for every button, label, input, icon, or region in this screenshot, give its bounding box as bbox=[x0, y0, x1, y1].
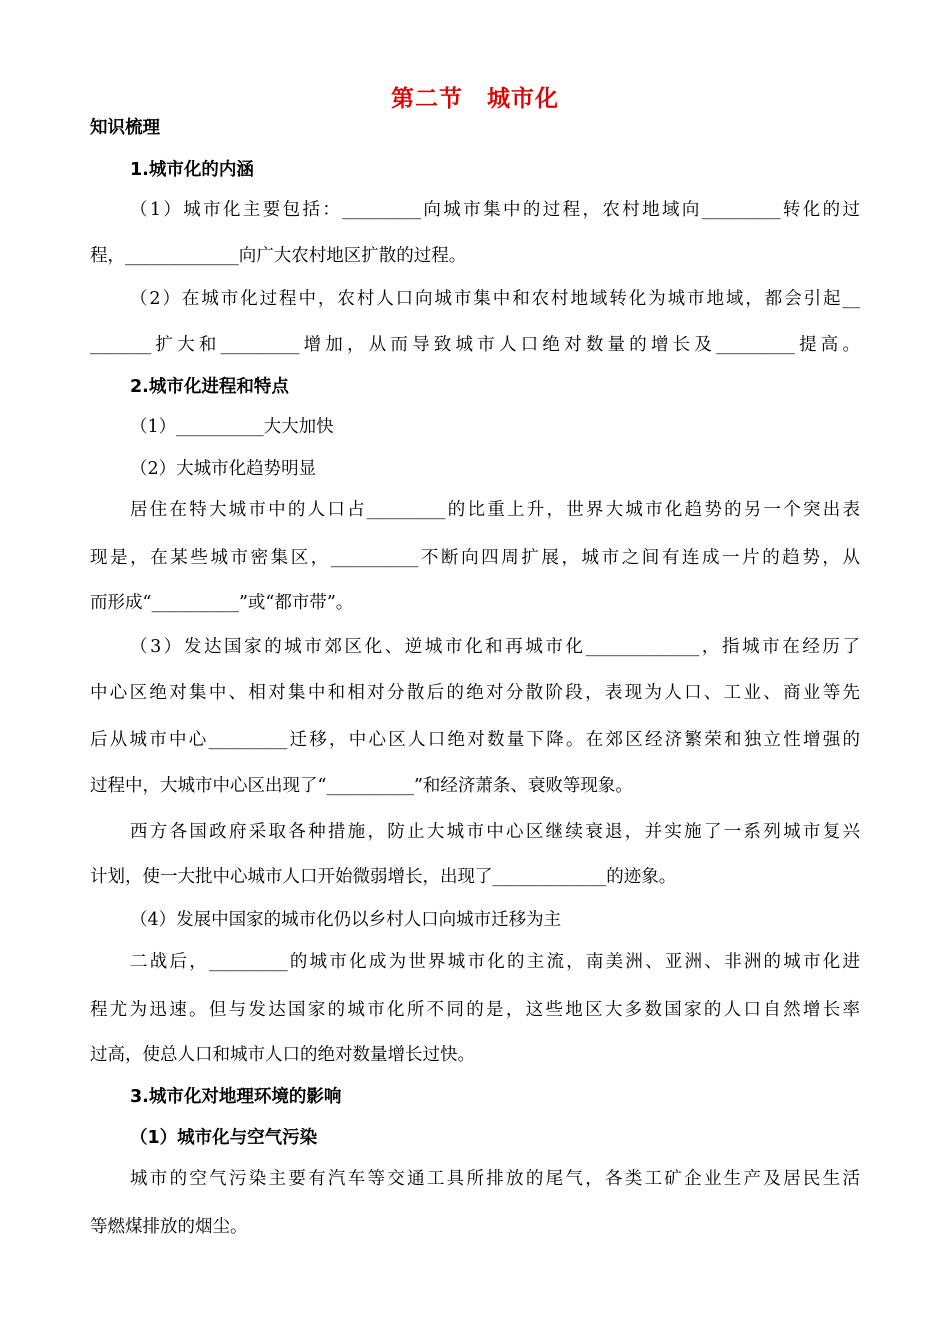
paragraph-line: 等燃煤排放的烟尘。 bbox=[90, 1217, 248, 1237]
section-heading: 知识梳理 bbox=[90, 118, 160, 138]
subheading: （1）城市化与空气污染 bbox=[130, 1128, 318, 1148]
page-title: 第二节 城市化 bbox=[391, 86, 559, 112]
paragraph-line: （1）城市化主要包括：_________向城市集中的过程，农村地域向_________转化的过 bbox=[130, 200, 860, 220]
paragraph-line: 计划，使一大批中心城市人口开始微弱增长，出现了_____________的迹象。 bbox=[90, 867, 677, 887]
paragraph-line: 程，_____________向广大农村地区扩散的过程。 bbox=[90, 246, 467, 266]
heading-2: 2.城市化进程和特点 bbox=[130, 377, 289, 397]
paragraph-line: 程尤为迅速。但与发达国家的城市化所不同的是，这些地区大多数国家的人口自然增长率 bbox=[90, 1000, 860, 1020]
paragraph-line: 后从城市中心_________迁移，中心区人口绝对数量下降。在郊区经济繁荣和独立性增强的 bbox=[90, 730, 860, 750]
paragraph-line: （2）在城市化过程中，农村人口向城市集中和农村地域转化为城市地域，都会引起__ bbox=[130, 289, 860, 309]
paragraph-line: 而形成“__________”或“都市带”。 bbox=[90, 593, 354, 613]
heading-3: 3.城市化对地理环境的影响 bbox=[130, 1087, 342, 1107]
paragraph-line: （4）发展中国家的城市化仍以乡村人口向城市迁移为主 bbox=[130, 910, 562, 930]
paragraph-line: （2）大城市化趋势明显 bbox=[130, 459, 317, 479]
paragraph-line: （3）发达国家的城市郊区化、逆城市化和再城市化_____________，指城市在经历了 bbox=[130, 637, 860, 657]
paragraph-line: 中心区绝对集中、相对集中和相对分散后的绝对分散阶段，表现为人口、工业、商业等先 bbox=[90, 683, 860, 703]
paragraph-line: _______扩大和_________增加，从而导致城市人口绝对数量的增长及_________提高。 bbox=[90, 335, 860, 355]
paragraph-line: 现是，在某些城市密集区，__________不断向四周扩展，城市之间有连成一片的趋势，从 bbox=[90, 548, 860, 568]
paragraph-line: 城市的空气污染主要有汽车等交通工具所排放的尾气，各类工矿企业生产及居民生活 bbox=[130, 1169, 860, 1189]
paragraph-line: 过程中，大城市中心区出现了“__________”和经济萧条、衰败等现象。 bbox=[90, 776, 633, 796]
heading-1: 1.城市化的内涵 bbox=[130, 160, 254, 180]
paragraph-line: 二战后，_________的城市化成为世界城市化的主流，南美洲、亚洲、非洲的城市化进 bbox=[130, 952, 860, 972]
paragraph-line: 西方各国政府采取各种措施，防止大城市中心区继续衰退，并实施了一系列城市复兴 bbox=[130, 822, 860, 842]
paragraph-line: 过高，使总人口和城市人口的绝对数量增长过快。 bbox=[90, 1045, 475, 1065]
paragraph-line: 居住在特大城市中的人口占_________的比重上升，世界大城市化趋势的另一个突出表 bbox=[130, 500, 860, 520]
paragraph-line: （1）__________大大加快 bbox=[130, 417, 334, 437]
